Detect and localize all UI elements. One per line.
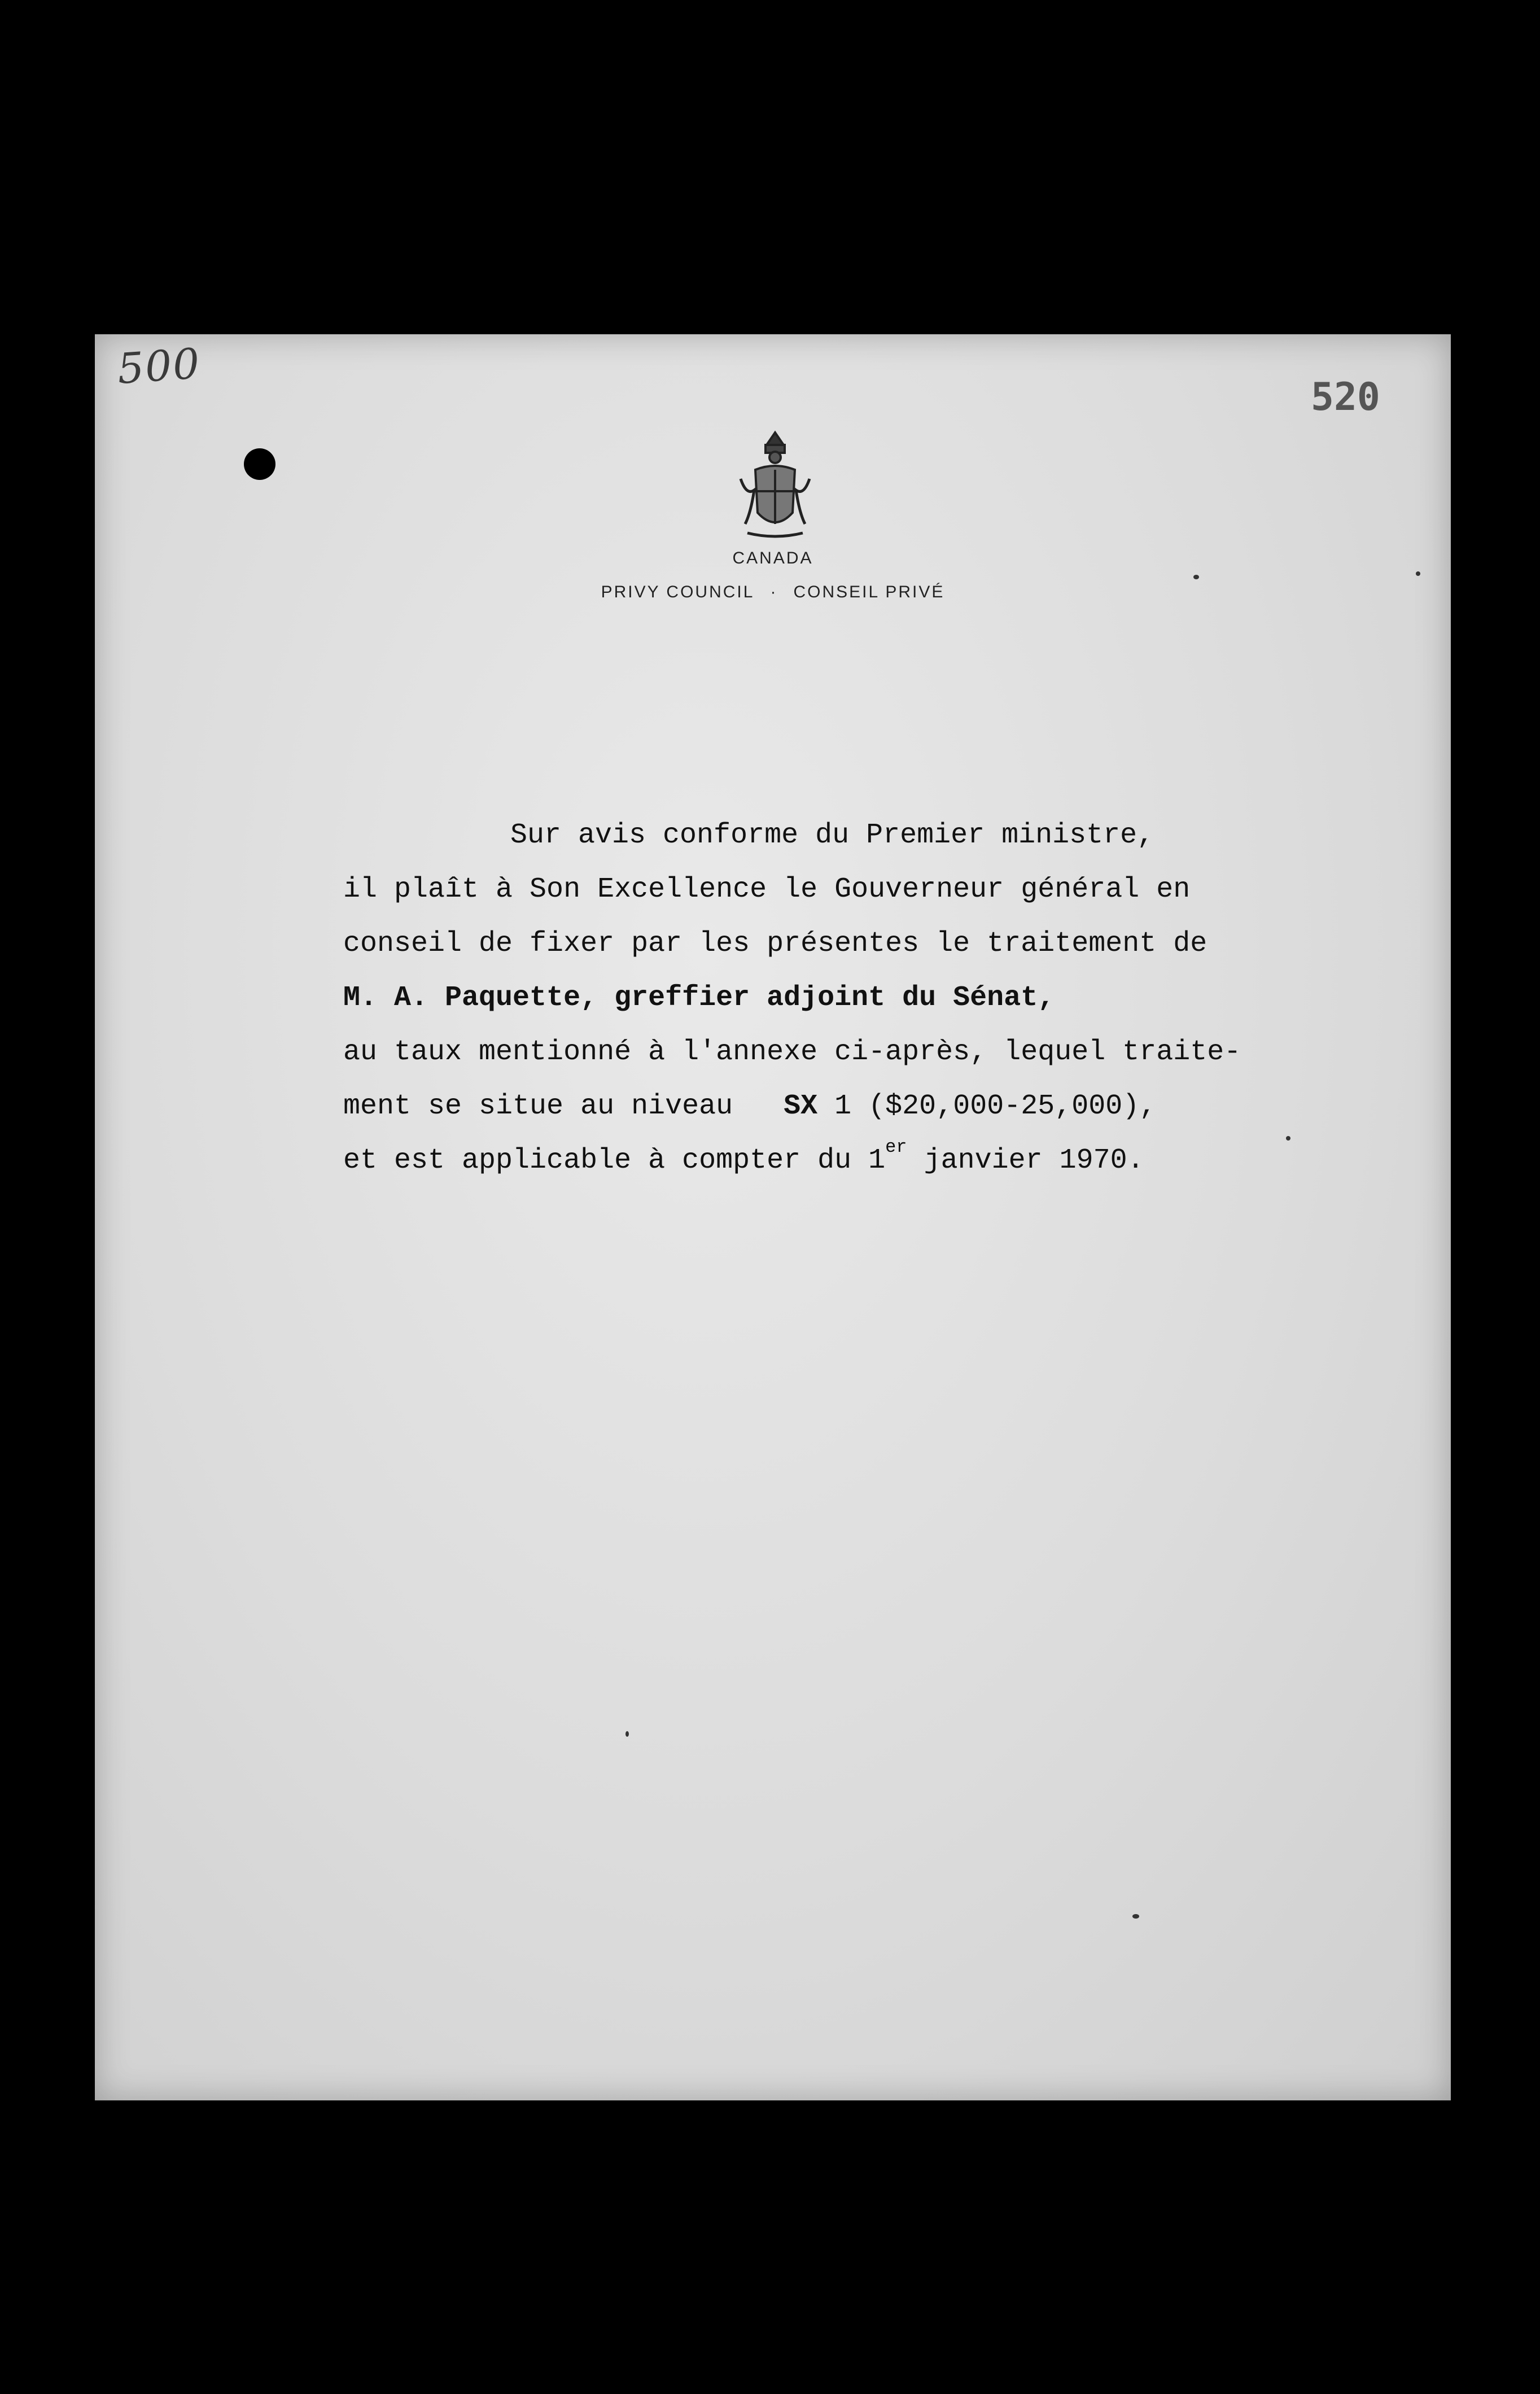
- council-separator: ·: [770, 583, 778, 601]
- text-line-1: Sur avis conforme du Premier ministre,: [510, 819, 1154, 851]
- ordinal-superscript: er: [885, 1137, 907, 1157]
- page-number: 520: [1311, 375, 1380, 420]
- paper-speck: [1286, 1136, 1290, 1141]
- text-line-4: M. A. Paquette, greffier adjoint du Sénat,: [343, 982, 1055, 1014]
- letterhead-council: [95, 583, 1451, 602]
- line6-suffix: 1 ($20,000-25,000),: [817, 1090, 1157, 1122]
- salary-level-code: SX: [784, 1090, 818, 1122]
- handwritten-margin-note: 500: [116, 339, 203, 394]
- canada-coat-of-arms-icon: [734, 428, 816, 542]
- council-english: PRIVY COUNCIL: [601, 583, 755, 601]
- council-french: CONSEIL PRIVÉ: [793, 583, 945, 601]
- text-line-3: conseil de fixer par les présentes le traitement de: [343, 928, 1208, 960]
- letterhead-country: CANADA: [732, 549, 813, 567]
- line7-suffix: janvier 1970.: [907, 1144, 1144, 1177]
- paper-speck: [1416, 571, 1420, 576]
- line7-prefix: et est applicable à compter du 1: [343, 1144, 886, 1177]
- paper-speck: [1132, 1914, 1139, 1919]
- text-line-6: [343, 1080, 1241, 1134]
- text-line-7: [343, 1134, 1241, 1188]
- punch-hole: [244, 448, 275, 480]
- order-text: [343, 809, 1241, 1188]
- text-line-2: il plaît à Son Excellence le Gouverneur général en: [343, 873, 1191, 906]
- paper-speck: [625, 1731, 629, 1737]
- text-line-5: au taux mentionné à l'annexe ci-après, lequel traite-: [343, 1036, 1241, 1068]
- line6-prefix: ment se situe au niveau: [343, 1090, 784, 1122]
- paper-speck: [1193, 575, 1199, 579]
- document-page: [95, 334, 1451, 2100]
